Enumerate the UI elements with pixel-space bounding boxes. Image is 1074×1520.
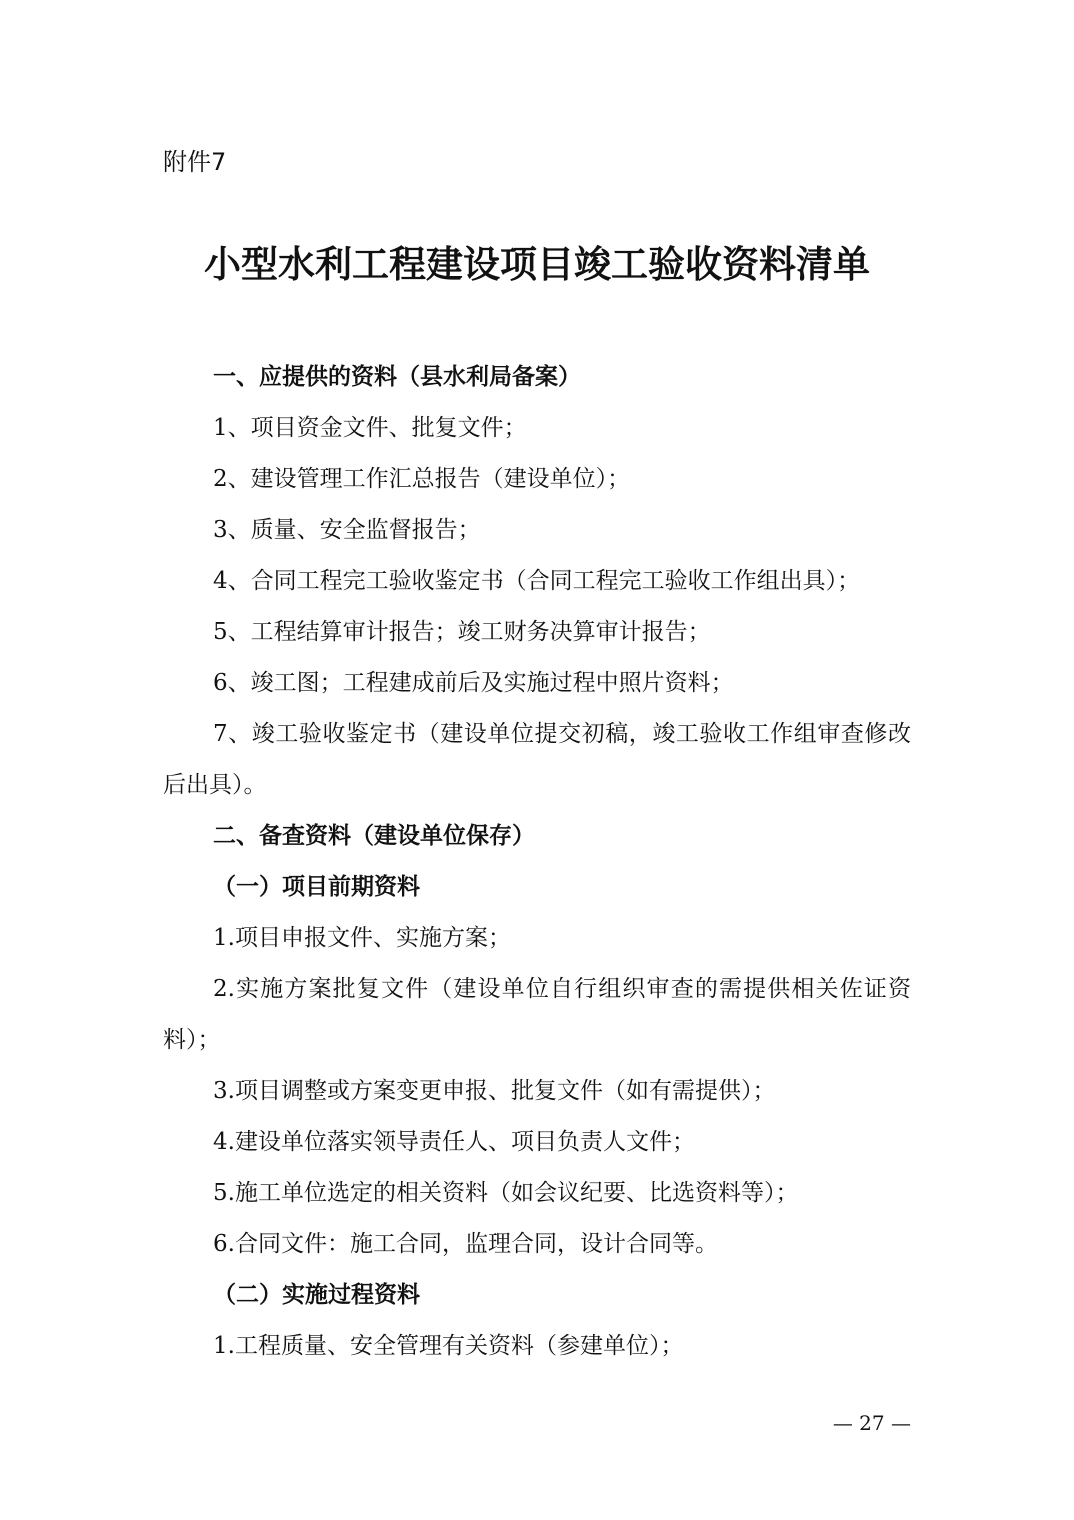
list-item: 5.施工单位选定的相关资料（如会议纪要、比选资料等）； bbox=[213, 1180, 799, 1206]
list-item: 4.建设单位落实领导责任人、项目负责人文件； bbox=[213, 1129, 695, 1155]
attachment-label: 附件7 bbox=[163, 148, 227, 176]
document-body bbox=[163, 352, 911, 1372]
list-item: 3、质量、安全监督报告； bbox=[213, 517, 481, 543]
list-item: 1.项目申报文件、实施方案； bbox=[213, 925, 511, 951]
list-item: 7、竣工验收鉴定书（建设单位提交初稿，竣工验收工作组审查修改后出具）。 bbox=[163, 721, 911, 798]
document-title: 小型水利工程建设项目竣工验收资料清单 bbox=[204, 242, 870, 286]
list-item: 1.工程质量、安全管理有关资料（参建单位）； bbox=[213, 1333, 684, 1359]
list-item: 4、合同工程完工验收鉴定书（合同工程完工验收工作组出具）； bbox=[213, 568, 861, 594]
list-item: 5、工程结算审计报告；竣工财务决算审计报告； bbox=[213, 619, 711, 645]
list-item: 2.实施方案批复文件（建设单位自行组织审查的需提供相关佐证资料）； bbox=[163, 976, 911, 1053]
page-number: — 27 — bbox=[832, 1411, 911, 1435]
list-item: 2、建设管理工作汇总报告（建设单位）； bbox=[213, 466, 631, 492]
subsection-heading-preliminary-materials: （一）项目前期资料 bbox=[213, 874, 420, 900]
list-item: 6.合同文件：施工合同，监理合同，设计合同等。 bbox=[213, 1231, 718, 1257]
list-item: 1、项目资金文件、批复文件； bbox=[213, 415, 527, 441]
section-heading-provided-materials: 一、应提供的资料（县水利局备案） bbox=[213, 364, 581, 390]
list-item: 3.项目调整或方案变更申报、批复文件（如有需提供）； bbox=[213, 1078, 776, 1104]
list-item: 6、竣工图；工程建成前后及实施过程中照片资料； bbox=[213, 670, 734, 696]
section-heading-reference-materials: 二、备查资料（建设单位保存） bbox=[213, 823, 535, 849]
subsection-heading-implementation-materials: （二）实施过程资料 bbox=[213, 1282, 420, 1308]
